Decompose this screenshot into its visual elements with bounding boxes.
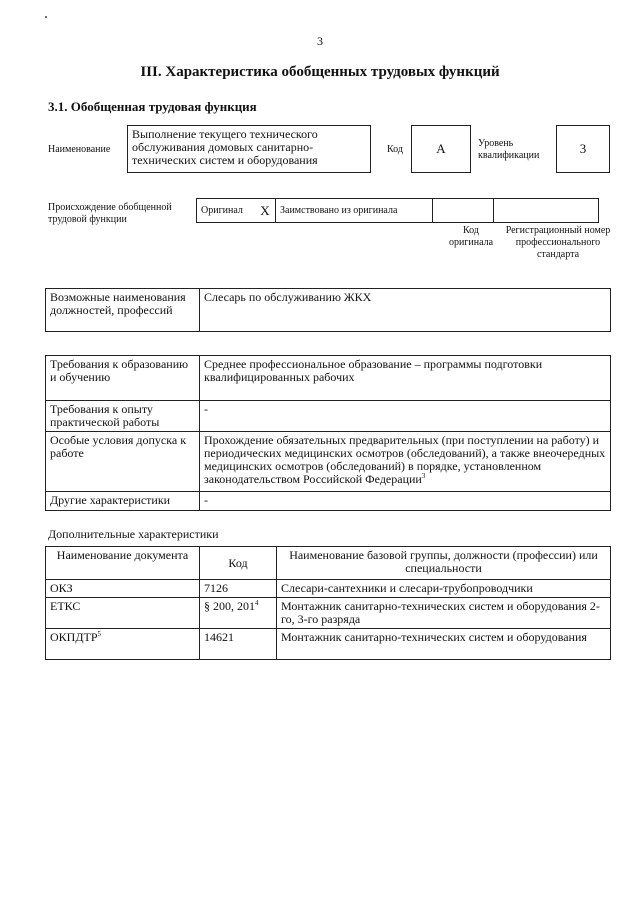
level-value xyxy=(556,125,610,173)
req-value-text: - xyxy=(204,493,208,507)
col-header-name: Наименование базовой группы, должности (профессии) или специальности xyxy=(277,547,611,580)
table-row xyxy=(46,629,611,660)
cell-code xyxy=(200,629,277,660)
cell-doc-text: ОКЗ xyxy=(50,581,73,595)
req-label: Другие характеристики xyxy=(46,492,200,511)
footnote-ref: 3 xyxy=(421,472,426,480)
req-value-text: - xyxy=(204,402,208,416)
req-value-text: Прохождение обязательных предварительных (при поступлении на работу) и периодических медицинских осмотров (обследований), а также внеочередных медицинских осмотров (обследований) в порядке, установленном законодательством Российской Федерации xyxy=(204,433,606,486)
cell-doc-text: ЕТКС xyxy=(50,599,81,613)
req-value-text: Среднее профессиональное образование – программы подготовки квалифицированных рабочих xyxy=(204,357,543,384)
page-number: 3 xyxy=(317,34,323,48)
cell-doc xyxy=(46,580,200,598)
scan-speck xyxy=(45,16,47,18)
table-row xyxy=(46,492,611,511)
subsection-title: 3.1. Обобщенная трудовая функция xyxy=(48,99,257,114)
additional-table xyxy=(45,546,611,660)
code-original-label: Код оригинала xyxy=(448,225,494,248)
cell-doc-text: ОКПДТР xyxy=(50,630,98,644)
req-label: Требования к опыту практической работы xyxy=(46,401,200,432)
req-value xyxy=(200,401,611,432)
footnote-ref: 4 xyxy=(255,599,259,607)
borrowed-label: Заимствовано из оригинала xyxy=(276,199,433,223)
additional-title: Дополнительные характеристики xyxy=(48,527,219,541)
cell-code-text: 14621 xyxy=(204,630,234,644)
table-header-row xyxy=(46,547,611,580)
cell-doc xyxy=(46,598,200,629)
col-header-doc: Наименование документа xyxy=(46,547,200,580)
req-value xyxy=(200,432,611,492)
table-row xyxy=(46,356,611,401)
level-value-text: 3 xyxy=(579,141,587,156)
section-title: III. Характеристика обобщенных трудовых функций xyxy=(140,64,500,80)
table-row xyxy=(46,432,611,492)
positions-table xyxy=(45,288,611,332)
req-value xyxy=(200,356,611,401)
name-value xyxy=(127,125,371,173)
original-label: Оригинал xyxy=(197,199,256,223)
reg-number-cell xyxy=(494,199,599,223)
footnote-ref: 5 xyxy=(97,630,102,638)
reg-number-label: Регистрационный номер профессионального стандарта xyxy=(505,225,611,260)
code-label: Код xyxy=(387,144,403,155)
name-value-text: Выполнение текущего технического обслуживания домовых санитарно-технических систем и оборудования xyxy=(132,127,318,167)
cell-code-text: § 200, 201 xyxy=(204,599,255,613)
cell-code-text: 7126 xyxy=(204,581,228,595)
cell-code xyxy=(200,580,277,598)
requirements-table xyxy=(45,355,611,511)
origin-label: Происхождение обобщенной трудовой функции xyxy=(48,202,172,225)
code-original-cell xyxy=(433,199,494,223)
code-value xyxy=(411,125,471,173)
req-value xyxy=(200,492,611,511)
code-value-text: А xyxy=(436,141,446,156)
cell-name: Слесари-сантехники и слесари-трубопроводчики xyxy=(277,580,611,598)
table-row xyxy=(46,598,611,629)
req-label: Особые условия допуска к работе xyxy=(46,432,200,492)
req-label: Требования к образованию и обучению xyxy=(46,356,200,401)
cell-doc xyxy=(46,629,200,660)
level-label: Уровень квалификации xyxy=(478,138,540,161)
col-header-code: Код xyxy=(200,547,277,580)
original-mark: Х xyxy=(255,199,276,223)
positions-value: Слесарь по обслуживанию ЖКХ xyxy=(200,289,611,332)
table-row xyxy=(46,580,611,598)
cell-name: Монтажник санитарно-технических систем и оборудования 2-го, 3-го разряда xyxy=(277,598,611,629)
table-row xyxy=(46,401,611,432)
cell-code xyxy=(200,598,277,629)
cell-name: Монтажник санитарно-технических систем и оборудования xyxy=(277,629,611,660)
positions-label: Возможные наименования должностей, профессий xyxy=(46,289,200,332)
origin-table xyxy=(196,198,599,223)
name-label: Наименование xyxy=(48,144,111,155)
